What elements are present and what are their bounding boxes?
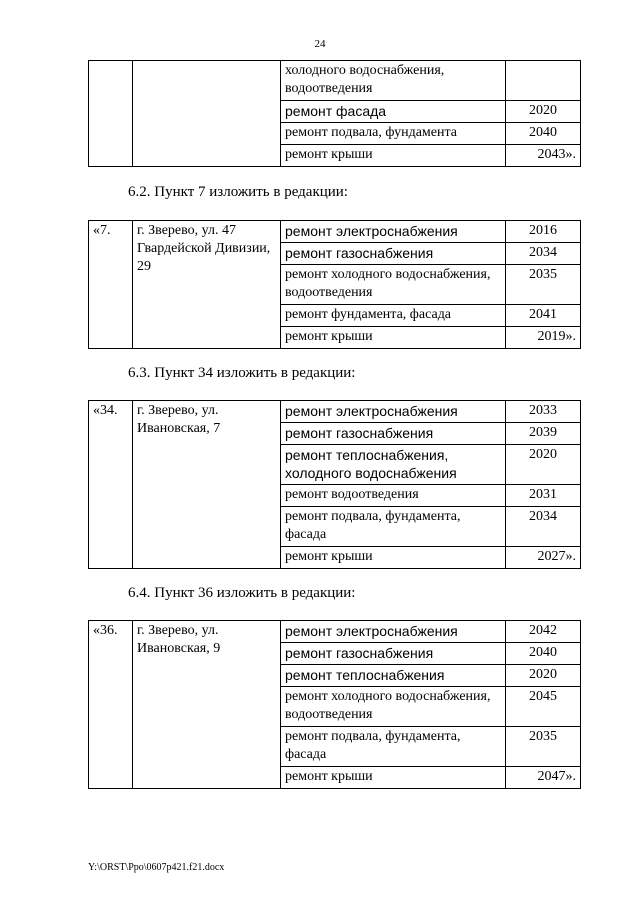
- year-cell: 2019».: [506, 327, 581, 349]
- work-cell: ремонт крыши: [281, 145, 506, 167]
- address-cell: [133, 61, 281, 167]
- num-cell: «34.: [89, 401, 133, 569]
- address-cell: г. Зверево, ул. Ивановская, 9: [133, 621, 281, 789]
- work-cell: ремонт электроснабжения: [281, 621, 506, 643]
- year-cell: 2045: [506, 687, 581, 727]
- year-cell: 2043».: [506, 145, 581, 167]
- work-cell: ремонт электроснабжения: [281, 401, 506, 423]
- section-heading: 6.3. Пункт 34 изложить в редакции:: [128, 365, 356, 381]
- year-cell: [506, 61, 581, 101]
- year-cell: 2020: [506, 445, 581, 485]
- year-cell: 2034: [506, 243, 581, 265]
- work-cell: ремонт крыши: [281, 327, 506, 349]
- year-cell: 2042: [506, 621, 581, 643]
- year-cell: 2020: [506, 101, 581, 123]
- year-cell: 2033: [506, 401, 581, 423]
- year-cell: 2034: [506, 507, 581, 547]
- footer-file-path: Y:\ORST\Ppo\0607p421.f21.docx: [88, 862, 225, 873]
- table-continuation: [88, 60, 581, 167]
- year-cell: 2031: [506, 485, 581, 507]
- work-cell: ремонт теплоснабжения: [281, 665, 506, 687]
- year-cell: 2047».: [506, 767, 581, 789]
- year-cell: 2016: [506, 221, 581, 243]
- year-cell: 2041: [506, 305, 581, 327]
- work-cell: ремонт фасада: [281, 101, 506, 123]
- year-cell: 2039: [506, 423, 581, 445]
- work-cell: ремонт водоотведения: [281, 485, 506, 507]
- work-cell: ремонт подвала, фундамента: [281, 123, 506, 145]
- year-cell: 2040: [506, 123, 581, 145]
- work-cell: ремонт холодного водоснабжения, водоотведения: [281, 265, 506, 305]
- page-number: 24: [314, 38, 326, 50]
- work-cell: ремонт подвала, фундамента, фасада: [281, 507, 506, 547]
- table-row: [89, 221, 581, 243]
- num-cell: «36.: [89, 621, 133, 789]
- work-cell: ремонт газоснабжения: [281, 643, 506, 665]
- work-cell: ремонт крыши: [281, 767, 506, 789]
- work-cell: ремонт газоснабжения: [281, 243, 506, 265]
- table-row: [89, 61, 581, 101]
- work-cell: ремонт газоснабжения: [281, 423, 506, 445]
- section-heading: 6.4. Пункт 36 изложить в редакции:: [128, 585, 356, 601]
- num-cell: [89, 61, 133, 167]
- table-row: [89, 621, 581, 643]
- table-section-6-4: [88, 620, 581, 789]
- table-section-6-2: [88, 220, 581, 349]
- section-heading: 6.2. Пункт 7 изложить в редакции:: [128, 184, 348, 200]
- work-cell: холодного водоснабжения, водоотведения: [281, 61, 506, 101]
- table-section-6-3: [88, 400, 581, 569]
- year-cell: 2027».: [506, 547, 581, 569]
- year-cell: 2035: [506, 265, 581, 305]
- address-cell: г. Зверево, ул. Ивановская, 7: [133, 401, 281, 569]
- year-cell: 2035: [506, 727, 581, 767]
- work-cell: ремонт теплоснабжения, холодного водоснабжения: [281, 445, 506, 485]
- table-row: [89, 401, 581, 423]
- work-cell: ремонт подвала, фундамента, фасада: [281, 727, 506, 767]
- year-cell: 2020: [506, 665, 581, 687]
- work-cell: ремонт холодного водоснабжения, водоотведения: [281, 687, 506, 727]
- year-cell: 2040: [506, 643, 581, 665]
- work-cell: ремонт крыши: [281, 547, 506, 569]
- work-cell: ремонт электроснабжения: [281, 221, 506, 243]
- num-cell: «7.: [89, 221, 133, 349]
- address-cell: г. Зверево, ул. 47 Гвардейской Дивизии, 29: [133, 221, 281, 349]
- work-cell: ремонт фундамента, фасада: [281, 305, 506, 327]
